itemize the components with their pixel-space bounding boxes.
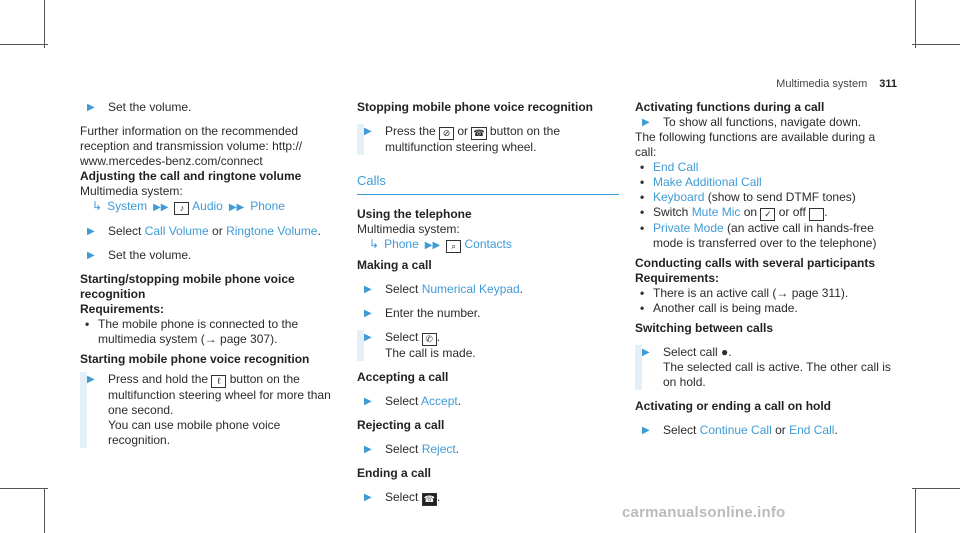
crop-mark <box>0 488 48 489</box>
option-end-call[interactable]: End Call <box>653 160 699 174</box>
crop-mark <box>44 0 45 48</box>
path-separator-icon: ▶▶ <box>424 240 441 251</box>
crop-mark <box>912 488 960 489</box>
section-heading-calls: Calls <box>357 173 619 195</box>
bullet-icon: • <box>85 317 90 331</box>
step: ▶ Select Reject. <box>364 442 460 456</box>
crop-mark <box>44 488 45 533</box>
watermark: carmanualsonline.info <box>622 504 786 521</box>
list-item: • Private Mode (an active call in hands-free mode is transferred over to the telephone) <box>640 221 877 250</box>
path-hook-icon: ↳ <box>92 199 103 213</box>
option-ringtone-volume[interactable]: Ringtone Volume <box>226 224 318 238</box>
option-end-call[interactable]: End Call <box>789 423 835 437</box>
step-arrow-icon: ▶ <box>642 425 650 436</box>
step: ▶ Select ☎ . <box>364 490 441 504</box>
menu-item-phone[interactable]: Phone <box>384 237 419 251</box>
option-keyboard[interactable]: Keyboard <box>653 190 705 204</box>
step: ▶ Select call ●. The selected call is active. The other call is on hold. <box>635 345 897 390</box>
subheading: Rejecting a call <box>357 418 445 432</box>
subheading: Activating functions during a call <box>635 100 825 114</box>
option-call-volume[interactable]: Call Volume <box>144 224 209 238</box>
mute-voice-icon: ⊘ <box>439 127 454 140</box>
step-arrow-icon: ▶ <box>364 396 372 407</box>
step-arrow-icon: ▶ <box>364 332 372 343</box>
step-arrow-icon: ▶ <box>642 347 650 358</box>
voice-button-icon: ℓ <box>211 375 226 388</box>
crop-mark <box>912 44 960 45</box>
info-text: Further information on the recommended reception and transmission volume: http:// www.mercedes-benz.com/connect <box>80 124 303 168</box>
subheading: Switching between calls <box>635 321 774 335</box>
search-icon: ⌕ <box>446 240 461 253</box>
subheading: Activating or ending a call on hold <box>635 399 832 413</box>
step: ▶ Enter the number. <box>364 306 481 320</box>
end-call-icon: ☎ <box>473 128 485 138</box>
option-reject[interactable]: Reject <box>421 442 456 456</box>
step: ▶ Press and hold the ℓ button on the multifunction steering wheel for more than one second. You can use mobile phone voice recognition. <box>80 372 344 448</box>
page-header <box>776 77 897 92</box>
bullet-icon: • <box>640 286 645 300</box>
checkbox-empty-icon <box>809 208 824 221</box>
requirements-label: Requirements: <box>635 271 720 285</box>
step-arrow-icon: ▶ <box>364 308 372 319</box>
column-middle <box>357 100 619 506</box>
subheading: Starting/stopping mobile phone voice recognition <box>80 272 295 301</box>
list-item: • The mobile phone is connected to the multimedia system (→ page 307). <box>85 317 299 346</box>
option-continue-call[interactable]: Continue Call <box>699 423 772 437</box>
path-hook-icon: ↳ <box>369 237 380 251</box>
menu-item-audio[interactable]: Audio <box>192 199 223 213</box>
list-item <box>635 160 897 175</box>
menu-path-label: Multimedia system: <box>357 222 460 236</box>
step-arrow-icon: ▶ <box>87 102 95 113</box>
step: ▶ Select Continue Call or End Call. <box>642 423 838 437</box>
call-icon: ✆ <box>422 333 437 346</box>
step-arrow-icon: ▶ <box>87 374 95 385</box>
step-arrow-icon: ▶ <box>364 492 372 503</box>
section-title: Multimedia system <box>776 78 868 90</box>
subheading: Using the telephone <box>357 207 472 221</box>
path-separator-icon: ▶▶ <box>228 202 245 213</box>
bullet-icon: • <box>640 301 645 315</box>
step-arrow-icon: ▶ <box>87 250 95 261</box>
subheading: Conducting calls with several participants <box>635 256 876 270</box>
checkbox-checked-icon: ✓ <box>760 208 775 221</box>
step-arrow-icon: ▶ <box>642 117 650 128</box>
url-link[interactable]: www.mercedes-benz.com/connect <box>80 154 263 168</box>
subheading: Starting mobile phone voice recognition <box>80 352 310 366</box>
option-make-additional-call[interactable]: Make Additional Call <box>653 175 762 189</box>
page-number: 311 <box>879 78 897 90</box>
bullet-icon: • <box>640 190 645 204</box>
bullet-icon: • <box>640 205 645 219</box>
requirements-label: Requirements: <box>80 302 165 316</box>
path-separator-icon: ▶▶ <box>153 202 169 213</box>
menu-item-contacts[interactable]: Contacts <box>464 237 512 251</box>
crop-mark <box>915 0 916 48</box>
bullet-icon: • <box>640 175 645 189</box>
list-item: • There is an active call (→ page 311). <box>640 286 849 300</box>
list-item: • Another call is being made. <box>640 301 798 315</box>
step: ▶ Select Call Volume or Ringtone Volume. <box>87 224 321 238</box>
step-arrow-icon: ▶ <box>87 226 95 237</box>
option-numerical-keypad[interactable]: Numerical Keypad <box>421 282 520 296</box>
column-right <box>635 100 897 438</box>
step-arrow-icon: ▶ <box>364 284 372 295</box>
menu-path-label: Multimedia system: <box>80 184 183 198</box>
subheading: Adjusting the call and ringtone volume <box>80 169 302 183</box>
menu-path <box>357 237 619 253</box>
step: ▶ Set the volume. <box>87 248 192 262</box>
list-item: • Keyboard (show to send DTMF tones) <box>640 190 856 204</box>
bullet-icon: • <box>640 221 645 235</box>
option-mute-mic[interactable]: Mute Mic <box>691 205 741 219</box>
option-private-mode[interactable]: Private Mode <box>653 221 724 235</box>
subheading: Ending a call <box>357 466 432 480</box>
menu-path <box>80 199 344 215</box>
step: ▶ Set the volume. <box>87 100 192 114</box>
subheading: Making a call <box>357 258 432 272</box>
audio-icon: ♪ <box>174 202 189 215</box>
option-accept[interactable]: Accept <box>421 394 458 408</box>
step: ▶ Select Accept. <box>364 394 462 408</box>
subheading: Accepting a call <box>357 370 449 384</box>
step-arrow-icon: ▶ <box>364 126 372 137</box>
list-item: • Switch Mute Mic on ✓ or off . <box>640 205 828 219</box>
column-left <box>80 100 344 448</box>
menu-item-system[interactable]: System <box>107 199 148 213</box>
crop-mark <box>915 488 916 533</box>
step-arrow-icon: ▶ <box>364 444 372 455</box>
body-text: The following functions are available during a call: <box>635 130 876 159</box>
subheading: Stopping mobile phone voice recognition <box>357 100 594 114</box>
hang-up-icon: ☎ <box>423 494 435 504</box>
list-item <box>635 175 897 190</box>
bullet-icon: • <box>640 160 645 174</box>
call-dot-icon: ● <box>721 345 729 359</box>
menu-item-phone[interactable]: Phone <box>250 199 285 213</box>
step: ▶ Select ✆ . The call is made. <box>357 330 619 361</box>
step: ▶ To show all functions, navigate down. <box>642 115 862 129</box>
crop-mark <box>0 44 48 45</box>
step: ▶ Select Numerical Keypad. <box>364 282 524 296</box>
step: ▶ Press the ⊘ or ☎ button on the multifunction steering wheel. <box>357 124 619 155</box>
